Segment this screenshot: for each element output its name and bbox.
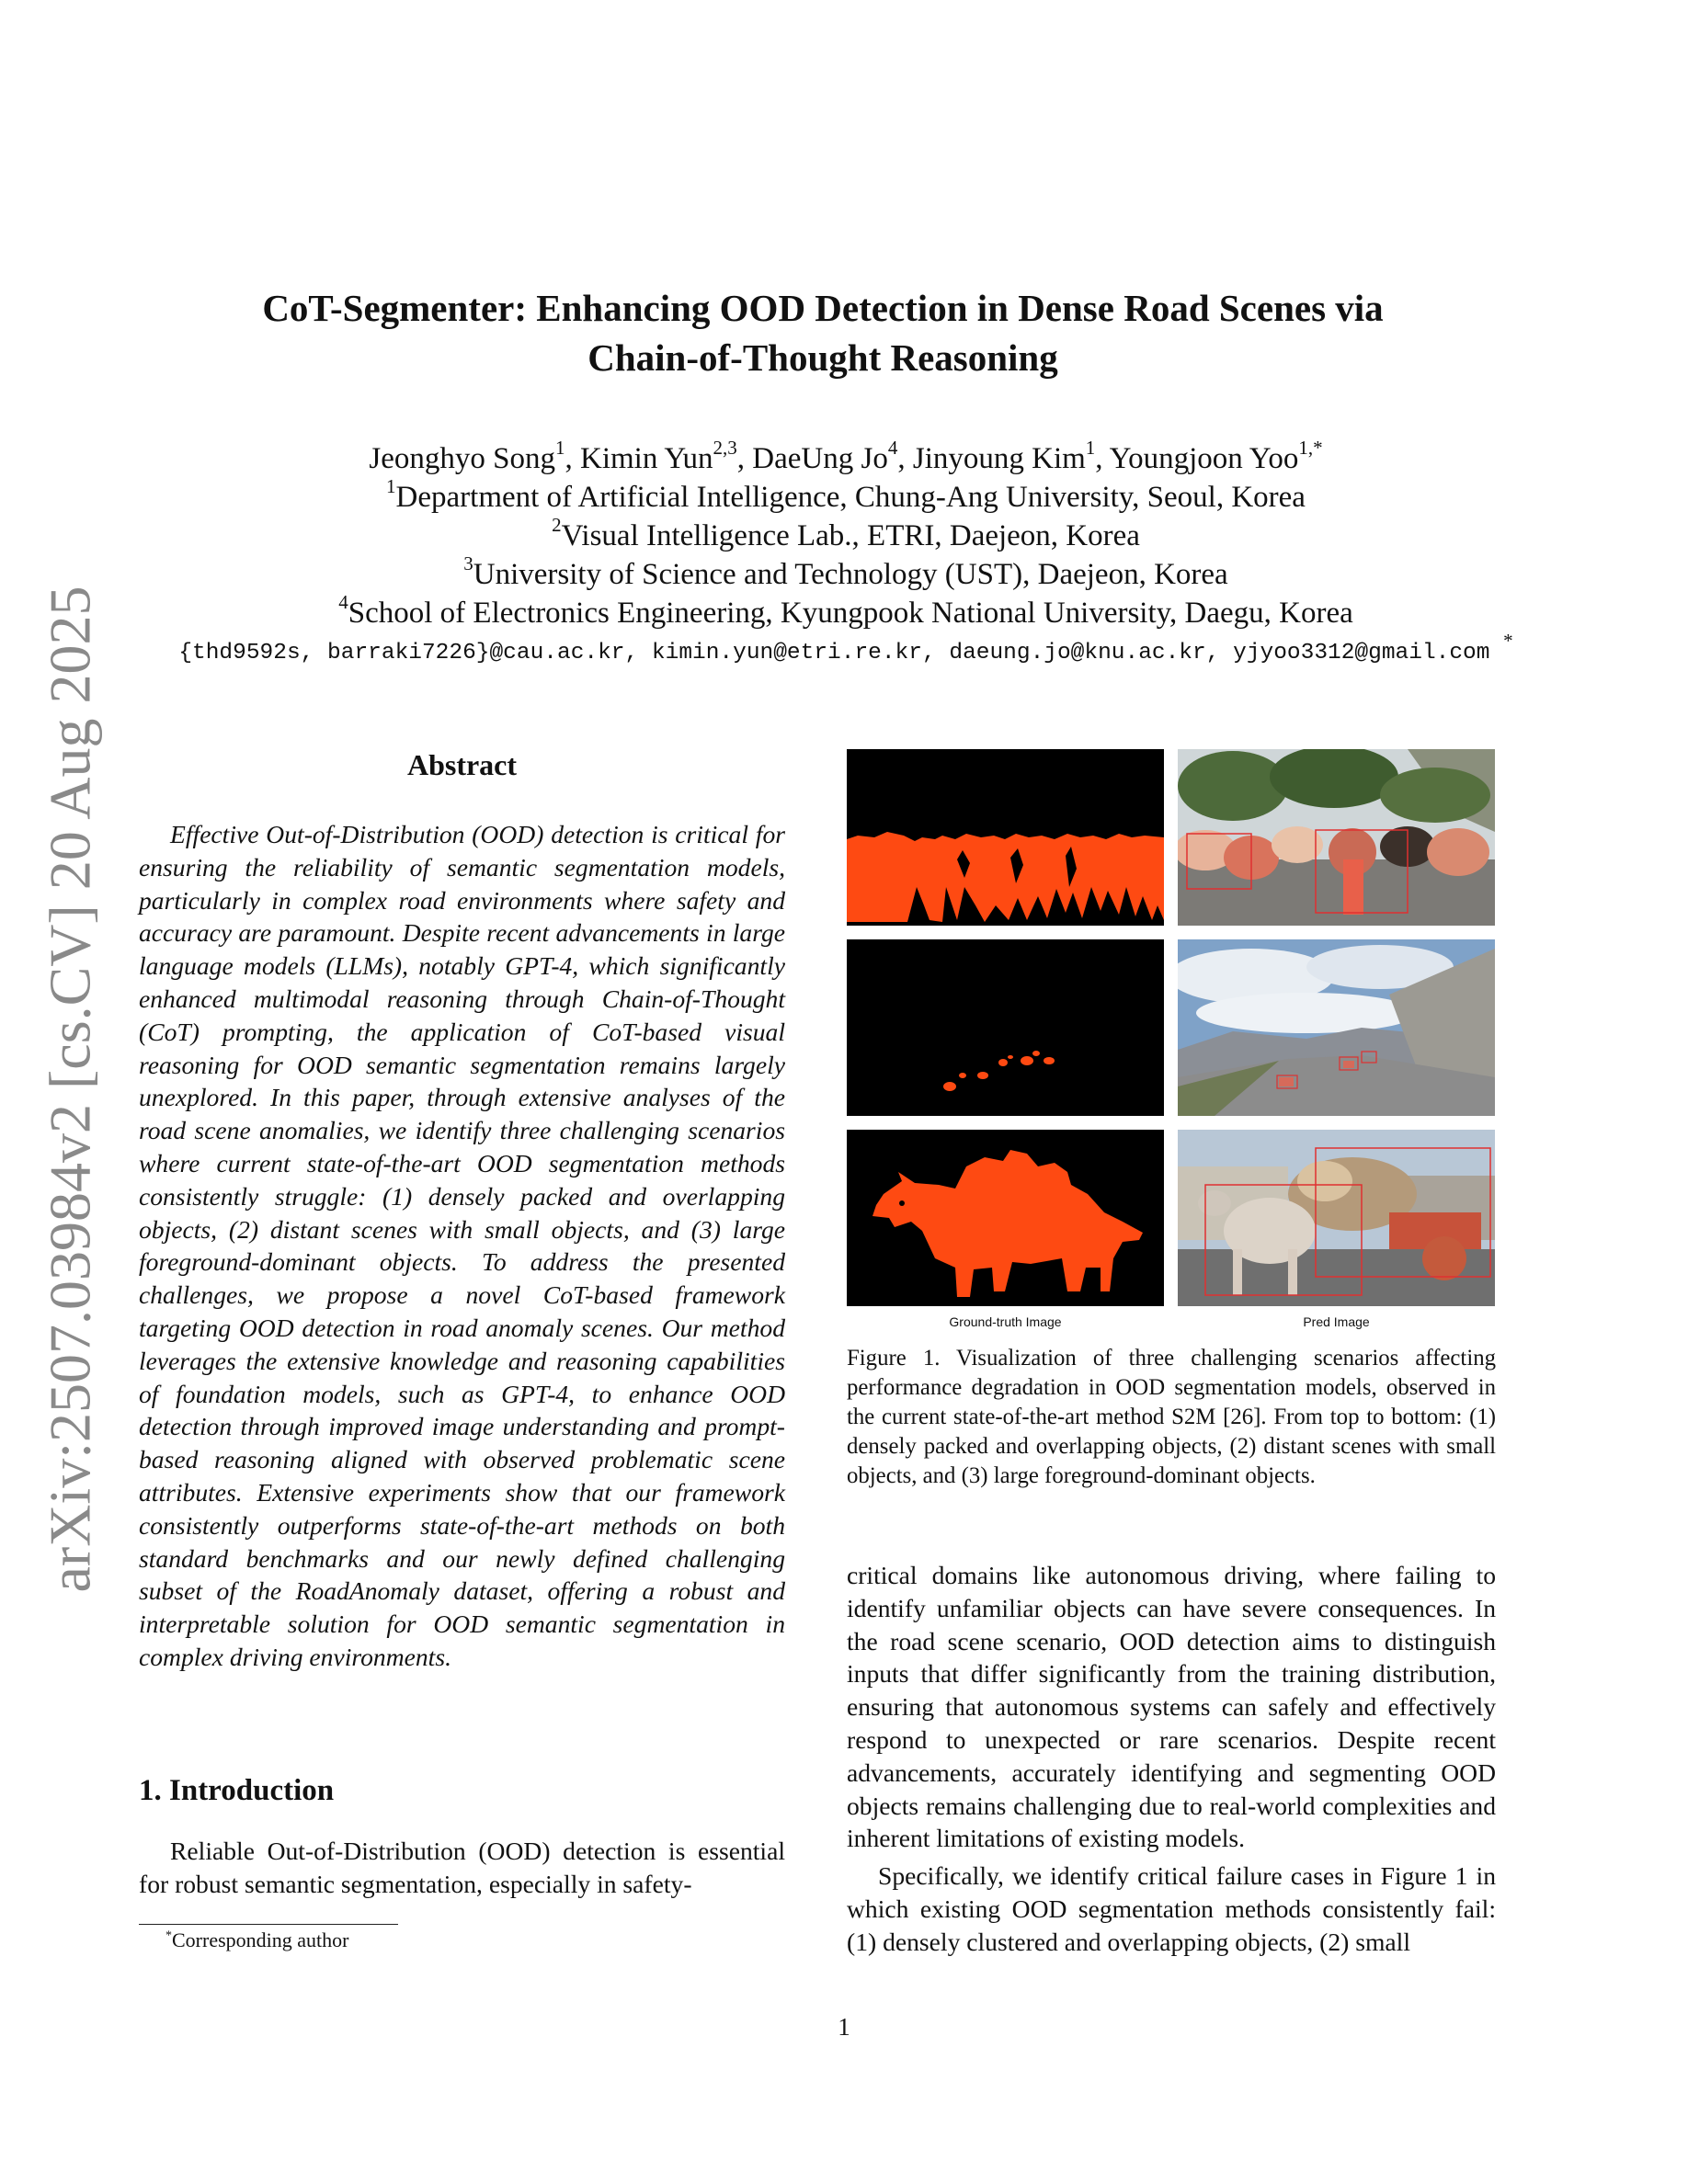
affiliation-sup: 1	[386, 475, 396, 497]
section-heading-introduction: 1. Introduction	[139, 1774, 335, 1807]
author-names: Jeonghyo Song$^1$, Kimin Yun$^{2,3}$, DaeUng Jo$^4$, Jinyoung Kim$^1$, Youngjoon Yoo$^{1,*}$	[369, 437, 1323, 475]
figure-label-pred: Pred Image	[1303, 1314, 1370, 1329]
figure-label-ground-truth: Ground-truth Image	[949, 1314, 1062, 1329]
author-sup: 1	[555, 437, 565, 459]
abstract-heading: Abstract	[406, 748, 518, 781]
affiliation-text: Visual Intelligence Lab., ETRI, Daejeon, Korea	[561, 519, 1140, 552]
title-line-1: CoT-Segmenter: Enhancing OOD Detection in Dense Road Scenes via	[262, 287, 1384, 329]
affiliation-text: School of Electronics Engineering, Kyungpook National University, Daegu, Korea	[348, 597, 1353, 630]
affiliation	[92, 514, 1600, 555]
affiliation	[92, 552, 1600, 594]
footnote-text: Corresponding author	[172, 1928, 349, 1951]
author-sup: 2,3	[713, 437, 737, 459]
author: Jinyoung Kim	[912, 442, 1086, 475]
figure-1	[847, 749, 1496, 1319]
affiliation	[92, 591, 1600, 632]
body-paragraph: critical domains like autonomous driving, where failing to identify unfamiliar objects can have severe consequences. In the road scene scenario, OOD detection aims to distinguish inputs that differ significantly from the training distribution, ensuring that autonomous systems can safely and effectively respond to unexpected or rare scenarios. Despite recent advancements, accurately identifying and segmenting OOD objects remains challenging due to real-world complexities and inherent limitations of existing models.	[847, 1561, 1496, 1853]
footnote-mark: *	[165, 1928, 172, 1943]
affiliation-text: Department of Artificial Intelligence, Chung-Ang University, Seoul, Korea	[395, 481, 1306, 514]
footnote	[165, 1928, 348, 1952]
author: Jeonghyo Song	[369, 442, 555, 475]
title-line-2: Chain-of-Thought Reasoning	[587, 336, 1058, 379]
author-emails	[92, 629, 1600, 673]
affiliation	[92, 475, 1600, 517]
email-sup: *	[1503, 629, 1513, 652]
footnote-rule	[139, 1924, 398, 1925]
abstract-text: Effective Out-of-Distribution (OOD) detection is critical for ensuring the reliability of semantic segmentation models, particularly in complex road environments where safety and accuracy are paramount. Despite recent advancements in large language models (LLMs), notably GPT-4, which significantly enhanced multimodal reasoning through Chain-of-Thought (CoT) prompting, the application of CoT-based visual reasoning for OOD semantic segmentation remains largely unexplored. In this paper, through extensive analyses of the road scene anomalies, we identify three challenging scenarios where current state-of-the-art OOD segmentation methods consistently struggle: (1) densely packed and overlapping objects, (2) distant scenes with small objects, and (3) large foreground-dominant objects. To address the presented challenges, we propose a novel CoT-based framework targeting OOD detection in road anomaly scenes. Our method leverages the extensive knowledge and reasoning capabilities of foundation models, such as GPT-4, to enhance OOD detection through improved image understanding and prompt-based reasoning aligned with observed problematic scene attributes. Extensive experiments show that our framework consistently outperforms state-of-the-art methods on both standard benchmarks and our newly defined challenging subset of the RoadAnomaly dataset, offering a robust and interpretable solution for OOD semantic segmentation in complex driving environments.	[139, 820, 785, 1671]
author: DaeUng Jo	[752, 442, 888, 475]
author-block	[92, 439, 1600, 673]
author-sup: 1,*	[1298, 437, 1323, 459]
pred-image-dense-objects	[1178, 749, 1495, 926]
affiliation-sup: 3	[463, 552, 473, 574]
affiliation-sup: 2	[552, 514, 562, 536]
affiliation-text: University of Science and Technology (UST), Daejeon, Korea	[473, 558, 1228, 591]
arxiv-identifier: arXiv:2507.03984v2 [cs.CV] 20 Aug 2025	[37, 586, 103, 1593]
author: Youngjoon Yoo	[1109, 442, 1299, 475]
body-paragraph: Specifically, we identify critical failure cases in Figure 1 in which existing OOD segmentation methods consistently fail: (1) densely clustered and overlapping objects, (2) small	[847, 1861, 1496, 1956]
arxiv-stamp	[7, 579, 145, 1599]
paper-title	[138, 283, 1508, 382]
introduction-paragraph: Reliable Out-of-Distribution (OOD) detection is essential for robust semantic segmentation, especially in safety-	[139, 1837, 785, 1898]
author-sup: 4	[887, 437, 898, 459]
gt-mask-dense-objects	[847, 749, 1164, 926]
affiliation-sup: 4	[338, 591, 348, 613]
pred-image-large-foreground	[1178, 1130, 1495, 1306]
page-number: 1	[838, 2013, 850, 2041]
email-list: {thd9592s, barraki7226}@cau.ac.kr, kimin.yun@etri.re.kr, daeung.jo@knu.ac.kr, yjyoo3312@gmail.com	[178, 641, 1490, 665]
figure-1-caption: Figure 1. Visualization of three challenging scenarios affecting performance degradation in OOD segmentation models, observed in the current state-of-the-art method S2M [26]. From top to bottom: (1) densely packed and overlapping objects, (2) distant scenes with small objects, and (3) large foreground-dominant objects.	[847, 1346, 1496, 1488]
author-sup: 1	[1085, 437, 1096, 459]
pred-image-distant-objects	[1178, 939, 1495, 1116]
gt-mask-large-foreground	[847, 1130, 1164, 1306]
right-column-body	[847, 1559, 1496, 1959]
abstract-section	[139, 746, 785, 1674]
gt-mask-distant-objects	[847, 939, 1164, 1116]
author: Kimin Yun	[580, 442, 713, 475]
